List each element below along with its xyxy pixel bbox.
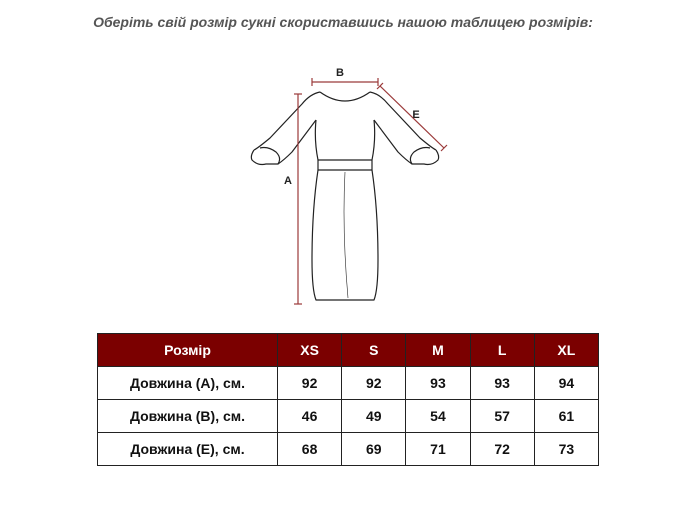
measure-label-e: E xyxy=(412,109,420,121)
header-m: M xyxy=(406,334,470,367)
table-row xyxy=(98,367,599,400)
table-cell: 93 xyxy=(406,367,470,400)
table-cell: 46 xyxy=(278,400,342,433)
table-cell: 92 xyxy=(278,367,342,400)
table-cell: 73 xyxy=(534,433,598,466)
table-cell: 92 xyxy=(342,367,406,400)
table-cell: 68 xyxy=(278,433,342,466)
row-label: Довжина (E), см. xyxy=(98,433,278,466)
header-xs: XS xyxy=(278,334,342,367)
size-chart-table xyxy=(97,333,599,466)
header-size: Розмір xyxy=(98,334,278,367)
dress-sketch xyxy=(230,60,460,310)
dress-measurement-diagram xyxy=(230,60,460,310)
page-heading: Оберіть свій розмір сукні скориставшись нашою таблицею розмірів: xyxy=(93,14,593,30)
header-l: L xyxy=(470,334,534,367)
measure-label-b: B xyxy=(336,67,344,79)
table-cell: 61 xyxy=(534,400,598,433)
table-cell: 54 xyxy=(406,400,470,433)
measurement-lines xyxy=(294,78,447,304)
table-header-row xyxy=(98,334,599,367)
header-s: S xyxy=(342,334,406,367)
table-cell: 72 xyxy=(470,433,534,466)
measure-label-a: A xyxy=(284,175,292,187)
table-cell: 69 xyxy=(342,433,406,466)
table-cell: 93 xyxy=(470,367,534,400)
dress-outline xyxy=(251,92,438,300)
table-cell: 49 xyxy=(342,400,406,433)
table-cell: 57 xyxy=(470,400,534,433)
table-cell: 94 xyxy=(534,367,598,400)
header-xl: XL xyxy=(534,334,598,367)
table-cell: 71 xyxy=(406,433,470,466)
table-row xyxy=(98,400,599,433)
row-label: Довжина (А), см. xyxy=(98,367,278,400)
table-row xyxy=(98,433,599,466)
row-label: Довжина (B), см. xyxy=(98,400,278,433)
